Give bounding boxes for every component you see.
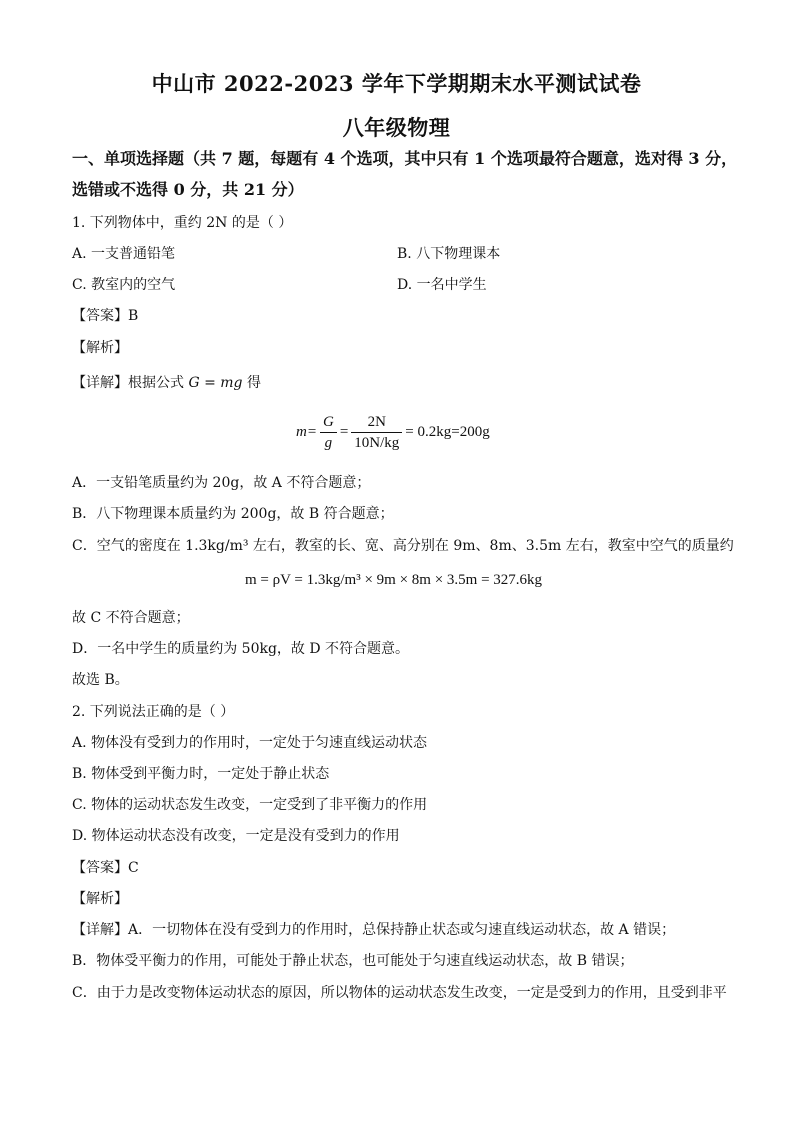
q2-option-d: D. 物体运动状态没有改变，一定是没有受到力的作用 xyxy=(72,828,400,844)
q1-option-c: C. 教室内的空气 xyxy=(72,277,176,293)
q2-detail-c: C．由于力是改变物体运动状态的原因，所以物体的运动状态发生改变，一定是受到力的作用，且受到非平 xyxy=(72,985,727,1001)
eq1-frac1-denominator: g xyxy=(324,435,333,451)
eq1-fraction-g xyxy=(320,412,337,453)
q1-analysis-label: 【解析】 xyxy=(72,340,128,356)
eq1-frac1-numerator: G xyxy=(320,412,337,433)
q1-line-b: B．八下物理课本质量约为 200g，故 B 符合题意； xyxy=(72,506,394,522)
eq1-frac2-numerator: 2N xyxy=(351,412,402,433)
q2-option-a: A. 物体没有受到力的作用时，一定处于匀速直线运动状态 xyxy=(72,735,428,751)
q2-answer: 【答案】C xyxy=(72,860,139,876)
q2-detail-b: B．物体受平衡力的作用，可能处于静止状态，也可能处于匀速直线运动状态，故 B 错误； xyxy=(72,953,634,969)
q2-option-b: B. 物体受到平衡力时，一定处于静止状态 xyxy=(72,766,330,782)
q1-answer: 【答案】B xyxy=(72,308,139,324)
section-heading-line1: 一、单项选择题（共 7 题，每题有 4 个选项，其中只有 1 个选项最符合题意，选对得 3 分， xyxy=(72,149,738,168)
q1-conclusion: 故选 B。 xyxy=(72,672,129,688)
q2-stem: 2. 下列说法正确的是（ ） xyxy=(72,704,235,720)
q1-equation-mass xyxy=(296,412,490,453)
q1-option-a: A. 一支普通铅笔 xyxy=(72,246,176,262)
page-subtitle: 八年级物理 xyxy=(342,115,451,140)
q2-option-c: C. 物体的运动状态发生改变，一定受到了非平衡力的作用 xyxy=(72,797,428,813)
eq1-frac2-denominator: 10N/kg xyxy=(354,435,400,451)
q1-line-c: C．空气的密度在 1.3kg/m³ 左右，教室的长、宽、高分别在 9m、8m、3.5m 左右，教室中空气的质量约 xyxy=(72,538,734,554)
q1-stem: 1. 下列物体中，重约 2N 的是（ ） xyxy=(72,215,293,231)
eq1-equals: = xyxy=(339,423,349,440)
q1-detail-intro xyxy=(72,374,261,392)
q1-option-b: B. 八下物理课本 xyxy=(397,246,501,262)
q1-option-d: D. 一名中学生 xyxy=(397,277,487,293)
q2-analysis-label: 【解析】 xyxy=(72,891,128,907)
q1-equation-air-mass: m = ρV = 1.3kg/m³ × 9m × 8m × 3.5m = 327.6kg xyxy=(245,572,543,588)
q2-detail-a: 【详解】A．一切物体在没有受到力的作用时，总保持静止状态或匀速直线运动状态，故 A 错误； xyxy=(72,922,676,938)
q1-line-a: A．一支铅笔质量约为 20g，故 A 不符合题意； xyxy=(72,475,371,491)
eq1-fraction-values xyxy=(351,412,402,453)
q1-line-d: D．一名中学生的质量约为 50kg，故 D 不符合题意。 xyxy=(72,641,410,657)
q1-detail-formula: G = mg xyxy=(188,375,243,391)
q1-line-c2: 故 C 不符合题意； xyxy=(72,610,190,626)
section-heading-line2: 选错或不选得 0 分，共 21 分） xyxy=(72,180,304,199)
q1-detail-prefix: 【详解】根据公式 xyxy=(72,375,184,391)
page-title: 中山市 2022-2023 学年下学期期末水平测试试卷 xyxy=(151,71,642,96)
q1-detail-suffix: 得 xyxy=(246,375,261,391)
eq1-lhs: m= xyxy=(296,423,317,440)
eq1-rhs: = 0.2kg=200g xyxy=(405,423,490,440)
